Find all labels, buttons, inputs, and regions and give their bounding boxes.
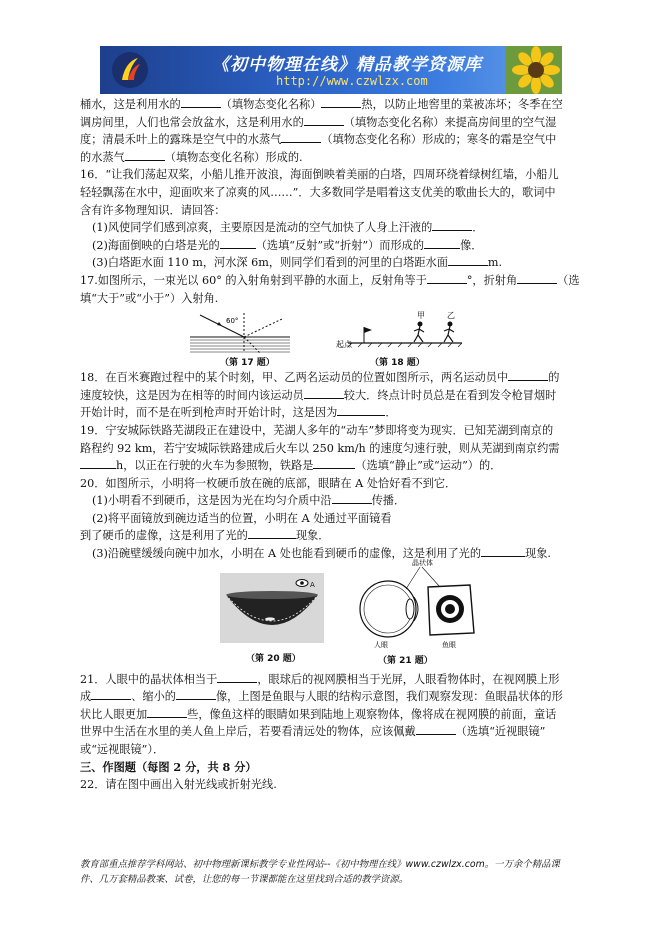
text-span: 路程约 92 km，若宁安城际铁路建成后火车以 250 km/h 的速度匀速行驶，则从芜湖到南京约需 bbox=[80, 441, 560, 455]
text-span: (1)小明看不到硬币，这是因为光在均匀介质中沿 bbox=[92, 494, 332, 508]
text-span: (3)白塔距水面 110 m，河水深 6m，则同学们看到的河里的白塔距水面 bbox=[92, 256, 448, 270]
question-18 bbox=[80, 369, 590, 387]
text-span: （填物态变化名称） bbox=[220, 98, 322, 111]
text-line bbox=[80, 706, 590, 724]
fish-eye-icon bbox=[428, 585, 474, 635]
text-span: 开始计时，而不是在听到枪声时开始计时，这是因为 bbox=[80, 406, 338, 420]
text-span: ，眼球后的视网膜相当于光屏，人眼看物体时，在视网膜上形 bbox=[257, 672, 560, 686]
text-span: °，折射角 bbox=[466, 273, 518, 287]
text-line bbox=[80, 457, 590, 475]
answer-blank bbox=[281, 131, 321, 143]
question-19 bbox=[80, 422, 590, 440]
text-span: 轻轻飘荡在水中，迎面吹来了凉爽的风……”．大多数同学是唱着这支优美的歌曲长大的，歌词中 bbox=[80, 185, 556, 199]
text-span: 含有许多物理知识．请回答： bbox=[80, 203, 226, 217]
fig18-caption: （第 18 题） bbox=[370, 358, 425, 369]
text-line bbox=[80, 688, 590, 706]
text-span: 较大．终点计时员总是在看到发令枪冒烟时 bbox=[343, 388, 557, 402]
runner-yi-icon bbox=[444, 322, 454, 343]
footer-line-1: 教育部重点推荐学科网站、初中物理新课标教学专业性网站--《初中物理在线》www.czwlzx.com。一万余个精品课 bbox=[80, 859, 560, 870]
text-span: 三、作图题（每图 2 分，共 8 分） bbox=[80, 759, 257, 774]
text-span: 填“大于”或“小于”）入射角. bbox=[80, 291, 219, 305]
answer-blank bbox=[416, 723, 456, 735]
text-span: 18．在百米赛跑过程中的某个时刻，甲、乙两名运动员的位置如图所示，两名运动员中 bbox=[80, 371, 509, 385]
header-url[interactable]: http://www.czwlzx.com bbox=[276, 74, 428, 88]
text-line bbox=[80, 545, 590, 563]
text-span: 的水蒸气 bbox=[80, 150, 125, 164]
answer-blank bbox=[313, 457, 355, 469]
figures-20-21 bbox=[80, 558, 590, 671]
header-banner bbox=[100, 46, 562, 94]
text-span: 或“远视眼镜”）． bbox=[80, 743, 165, 757]
section-heading bbox=[80, 759, 590, 777]
text-span: (2)海面倒映的白塔是光的 bbox=[92, 238, 220, 252]
text-line bbox=[80, 254, 590, 272]
text-span: 世界中生活在水里的美人鱼上岸后，若要看清远处的物体，应该佩戴 bbox=[80, 725, 416, 739]
question-16 bbox=[80, 166, 590, 184]
text-line bbox=[80, 131, 590, 149]
answer-blank bbox=[220, 237, 256, 249]
question-20 bbox=[80, 475, 590, 493]
answer-blank bbox=[80, 457, 116, 469]
fig21-fish-label: 鱼眼 bbox=[442, 640, 456, 649]
answer-blank bbox=[332, 492, 372, 504]
text-span: (2)将平面镜放到碗边适当的位置，小明在 A 处通过平面镜看 bbox=[92, 511, 392, 525]
fig21-eye-diagram bbox=[350, 557, 480, 649]
human-eye-icon bbox=[360, 581, 418, 637]
answer-blank bbox=[304, 114, 344, 126]
text-span: 现象． bbox=[295, 529, 330, 543]
answer-blank bbox=[517, 272, 557, 284]
answer-blank bbox=[248, 527, 296, 539]
text-span: 17.如图所示，一束光以 60° 的入射角射到平静的水面上，反射角等于 bbox=[80, 273, 427, 287]
text-span: 现象. bbox=[525, 547, 551, 561]
answer-blank bbox=[321, 96, 361, 108]
text-span: 22．请在图中画出入射光线或折射光线. bbox=[80, 778, 277, 792]
text-line bbox=[80, 114, 590, 132]
answer-blank bbox=[427, 272, 467, 284]
answer-blank bbox=[91, 688, 131, 700]
svg-text:A: A bbox=[310, 580, 315, 589]
text-span: (3)沿碗壁缓缓向碗中加水，小明在 A 处也能看到硬币的虚像，这是利用了光的 bbox=[92, 547, 482, 561]
text-span: m. bbox=[487, 256, 503, 270]
text-span: ． bbox=[385, 406, 397, 420]
fig18-jia-label: 甲 bbox=[417, 311, 425, 321]
text-span: 像，上图是鱼眼与人眼的结构示意图，我们观察发现：鱼眼晶状体的形 bbox=[215, 690, 563, 704]
fig18-start-label: 起点 bbox=[336, 340, 352, 350]
text-span: 调房间里，人们也常会放盆水，这是利用水的 bbox=[80, 115, 304, 129]
text-line bbox=[80, 492, 590, 510]
fig21-human-label: 人眼 bbox=[374, 640, 388, 649]
answer-blank bbox=[176, 688, 216, 700]
answer-blank bbox=[304, 387, 344, 399]
fig17-caption: （第 17 题） bbox=[220, 358, 275, 369]
answer-blank bbox=[147, 706, 187, 718]
answer-blank bbox=[508, 369, 548, 381]
text-span: ． bbox=[472, 221, 484, 235]
text-span: 桶水，这是利用水的 bbox=[80, 98, 181, 111]
text-span: 16．“让我们荡起双桨，小船儿推开波浪，海面倒映着美丽的白塔，四周环绕着绿树红墙，小船儿 bbox=[80, 168, 559, 182]
figures-17-18 bbox=[80, 307, 590, 369]
text-span: （选填“静止”或“运动”）的． bbox=[355, 459, 502, 473]
text-span: 19．宁安城际铁路芜湖段正在建设中，芜湖人多年的“动车”梦即将变为现实．已知芜湖到南京的 bbox=[80, 423, 554, 437]
text-span: 像． bbox=[460, 238, 483, 252]
question-21 bbox=[80, 671, 590, 689]
document-body bbox=[80, 96, 590, 794]
text-line bbox=[80, 184, 590, 202]
fig20-caption: （第 20 题） bbox=[246, 653, 301, 664]
text-span: （选填“近视眼镜” bbox=[455, 725, 546, 739]
text-span: 状比人眼更加 bbox=[80, 707, 148, 721]
text-line bbox=[80, 527, 590, 545]
text-span: 到了硬币的虚像，这是利用了光的 bbox=[80, 529, 248, 543]
text-span: 成 bbox=[80, 690, 92, 704]
text-line bbox=[80, 149, 590, 167]
text-span: 度；清晨禾叶上的露珠是空气中的水蒸气 bbox=[80, 133, 282, 147]
text-span: （填物态变化名称）形成的；寒冬的霜是空气中 bbox=[321, 133, 557, 147]
page-footer bbox=[80, 857, 600, 887]
text-span: (1)风使同学们感到凉爽，主要原因是流动的空气加快了人身上汗液的 bbox=[92, 221, 433, 235]
text-line bbox=[80, 387, 590, 405]
header-title: 《初中物理在线》精品教学资源库 bbox=[212, 55, 482, 75]
text-span: 、缩小的 bbox=[131, 690, 176, 704]
text-span: 些，像鱼这样的眼睛如果到陆地上观察物体，像将成在视网膜的前面，童话 bbox=[187, 707, 557, 721]
text-span: （填物态变化名称）形成的. bbox=[164, 150, 303, 164]
answer-blank bbox=[424, 237, 460, 249]
coin-icon bbox=[265, 617, 275, 620]
text-line bbox=[80, 510, 590, 528]
runner-jia-icon bbox=[414, 322, 424, 343]
text-line bbox=[80, 202, 590, 220]
text-span: h，以正在行驶的火车为参照物，铁路是 bbox=[116, 459, 314, 473]
text-span: 热，以防止地窖里的菜被冻坏；冬季在空 bbox=[361, 98, 563, 111]
text-span: 21．人眼中的晶状体相当于 bbox=[80, 672, 218, 686]
answer-blank bbox=[448, 254, 488, 266]
fig17-angle-label: 60° bbox=[226, 317, 239, 326]
answer-blank bbox=[217, 671, 257, 683]
text-span: （选填“反射”或“折射”）而形成的 bbox=[255, 238, 425, 252]
site-logo-icon bbox=[110, 50, 150, 90]
question-22 bbox=[80, 776, 590, 794]
text-line bbox=[80, 741, 590, 759]
answer-blank bbox=[481, 545, 525, 557]
sunflower-icon bbox=[506, 46, 562, 94]
text-line bbox=[80, 404, 590, 422]
answer-blank bbox=[337, 404, 385, 416]
eye-icon bbox=[296, 579, 308, 586]
text-line bbox=[80, 440, 590, 458]
text-span: 传播． bbox=[371, 494, 406, 508]
text-line bbox=[80, 237, 590, 255]
text-line bbox=[80, 290, 590, 308]
text-span: （填物态变化名称）来提高房间里的空气湿 bbox=[343, 115, 557, 129]
fig21-lens-label: 晶状体 bbox=[412, 558, 433, 567]
text-line bbox=[80, 723, 590, 741]
fig18-race-diagram bbox=[334, 309, 464, 355]
fig20-bowl-diagram bbox=[220, 573, 324, 643]
answer-blank bbox=[125, 149, 165, 161]
question-17 bbox=[80, 272, 590, 290]
text-span: 20．如图所示，小明将一枚硬币放在碗的底部，眼睛在 A 处恰好看不到它． bbox=[80, 476, 457, 490]
text-line bbox=[80, 219, 590, 237]
text-line bbox=[80, 96, 590, 114]
fig17-light-diagram bbox=[190, 309, 290, 355]
fig21-caption: （第 21 题） bbox=[378, 655, 433, 666]
fig18-yi-label: 乙 bbox=[447, 311, 455, 321]
text-span: 的 bbox=[548, 371, 560, 385]
footer-line-2: 件、几万套精品教案、试卷，让您的每一节课都能在这里找到合适的教学资源。 bbox=[80, 874, 409, 885]
answer-blank bbox=[181, 96, 221, 108]
text-span: （选 bbox=[557, 273, 580, 287]
text-span: 速度较快，这是因为在相等的时间内该运动员 bbox=[80, 388, 304, 402]
answer-blank bbox=[432, 219, 472, 231]
